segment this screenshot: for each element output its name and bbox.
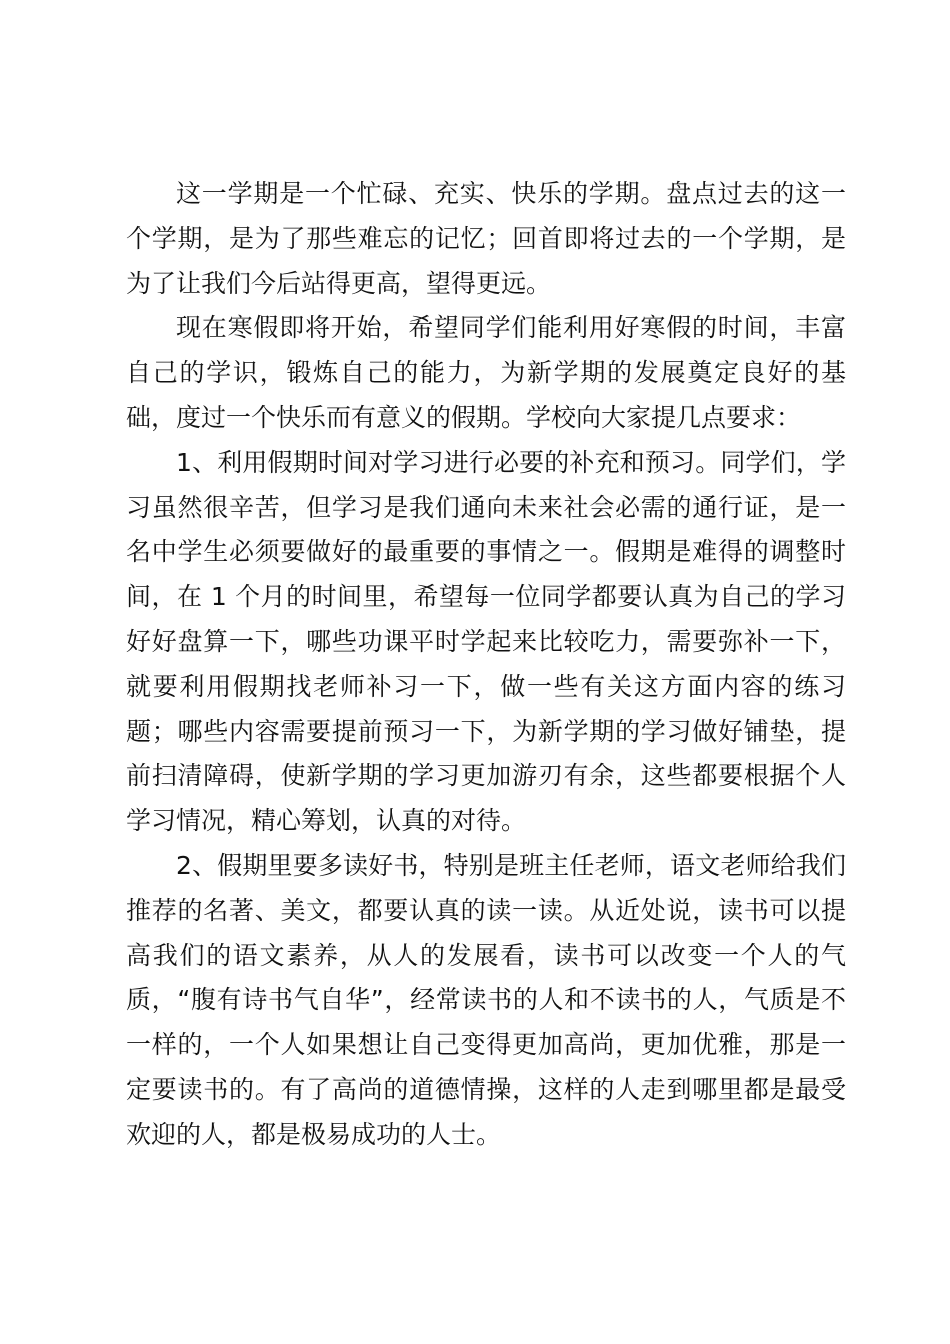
paragraph-winter-vacation: 现在寒假即将开始，希望同学们能利用好寒假的时间，丰富自己的学识，锻炼自己的能力，为新学期的发展奠定良好的基础，度过一个快乐而有意义的假期。学校向大家提几点要求：	[126, 313, 846, 432]
paragraph-requirement-reading: 2、假期里要多读好书，特别是班主任老师，语文老师给我们推荐的名著、美文，都要认真的读一读。从近处说，读书可以提高我们的语文素养，从人的发展看，读书可以改变一个人的气质，“腹有诗书气自华”，经常读书的人和不读书的人，气质是不一样的，一个人如果想让自己变得更加高尚，更加优雅，那是一定要读书的。有了高尚的道德情操，这样的人走到哪里都是最受欢迎的人，都是极易成功的人士。	[126, 850, 846, 1149]
paragraph-semester-review: 这一学期是一个忙碌、充实、快乐的学期。盘点过去的这一个学期，是为了那些难忘的记忆；回首即将过去的一个学期，是为了让我们今后站得更高，望得更远。	[126, 179, 846, 298]
paragraph-requirement-study: 1、利用假期时间对学习进行必要的补充和预习。同学们，学习虽然很辛苦，但学习是我们通向未来社会必需的通行证，是一名中学生必须要做好的最重要的事情之一。假期是难得的调整时间，在 1 个月的时间里，希望每一位同学都要认真为自己的学习好好盘算一下，哪些功课平时学起来比较吃力，需要弥补一下，就要利用假期找老师补习一下，做一些有关这方面内容的练习题；哪些内容需要提前预习一下，为新学期的学习做好铺垫，提前扫清障碍，使新学期的学习更加游刃有余，这些都要根据个人学习情况，精心筹划，认真的对待。	[126, 447, 846, 836]
document-body	[126, 172, 846, 1158]
